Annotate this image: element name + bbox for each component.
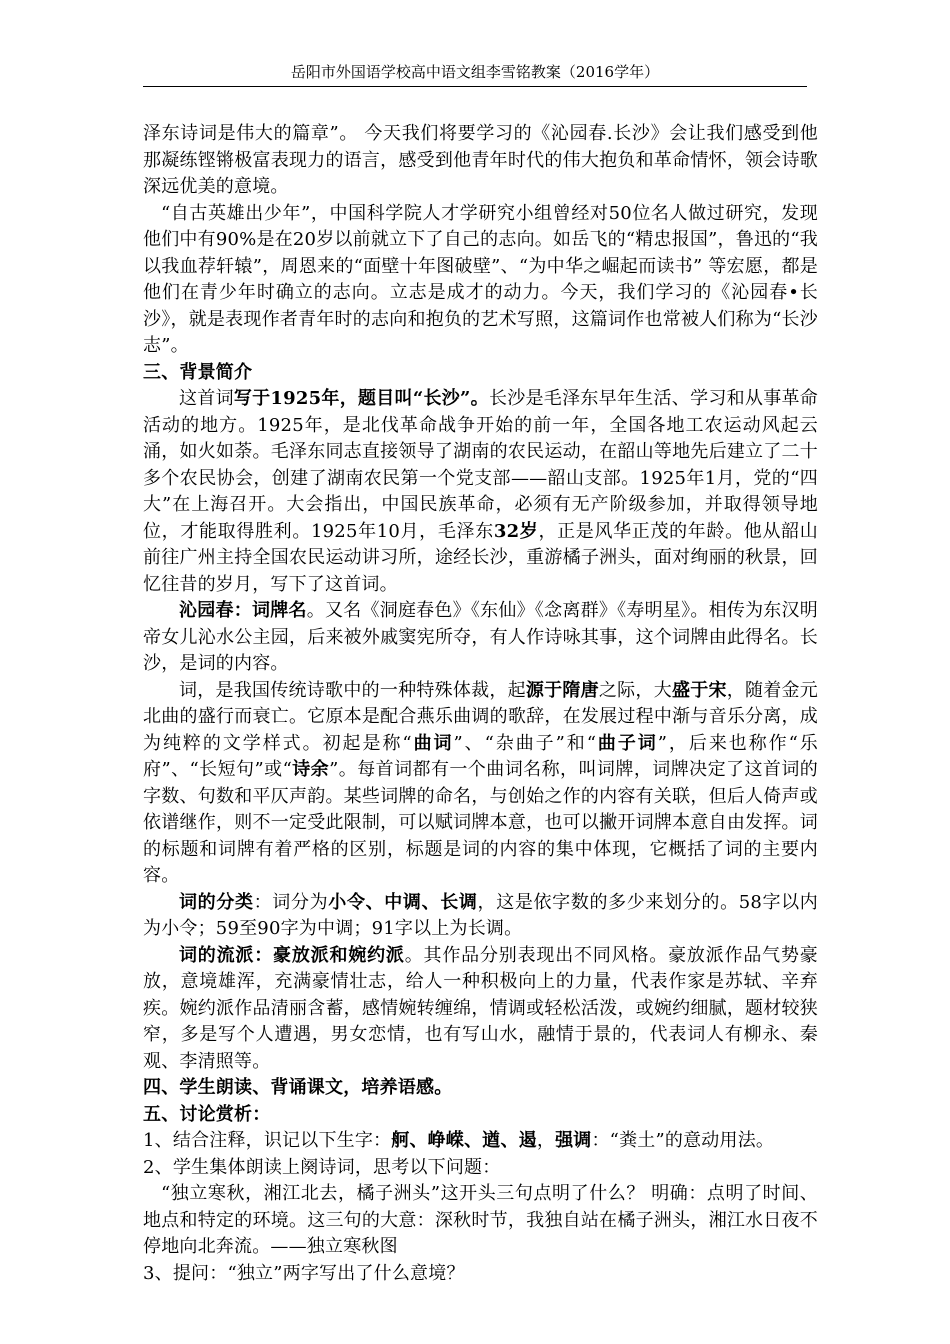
bold-run: 盛于宋 [671,679,727,701]
bold-run: 写于1925年，题目叫“长沙”。 [233,388,489,409]
text-run: 。其作品分别表现出不同风格。豪放派作品气势豪放，意境雄浑，充满豪情壮志，给人一种积极向上的力量，代表作家是苏轼、辛弃疾。婉约派作品清丽含蓄，感情婉转缠绵，情调或轻松活泼，或婉约细腻，题材较狭窄，多是写个人遭遇，男女恋情，也有写山水，融情于景的，代表词人有柳永、秦观、李清照等。 [143,944,818,1072]
bold-run: 词的分类 [179,891,254,913]
text-run: ，随着金元北曲的盛行而衰亡。它原本是配合燕乐曲调的歌辞，在发展过程中渐与音乐分离，成为纯粹的文学样式。初起是称“ [143,679,818,754]
text-run: ”、“杂曲子”和“ [453,732,597,754]
bold-run: 源于隋唐 [525,679,599,701]
section-heading-background [143,360,818,387]
text-run: ”，后来也称作“乐府”、“长短句”或“ [143,732,818,780]
bold-run: 诗余 [291,759,330,780]
page-header: 岳阳市外国语学校高中语文组李雪铭教案（2016学年） [290,63,660,81]
header-rule [143,86,807,87]
document-body [143,121,818,1287]
bold-run: 32岁 [493,520,539,542]
paragraph-ci-types [143,890,818,943]
heading-text: 四、学生朗读、背诵课文，培养语感。 [143,1077,453,1098]
paragraph-ci-schools [143,943,818,1076]
paragraph-item-2: 2、学生集体朗读上阕诗词，思考以下问题： [143,1156,501,1178]
paragraph-ambition: “自古英雄出少年”，中国科学院人才学研究小组曾经对50位名人做过研究，发现他们中有90%是在20岁以前就立下了自己的志向。如岳飞的“精忠报国”，鲁迅的“我以我血荐轩辕”，周恩来的“面壁十年图破壁”、“为中华之崛起而读书” 等宏愿，都是他们在青少年时确立的志向。立志是成才的动力。今天，我们学习的《沁园春•长沙》，就是表现作者青年时的志向和抱负的艺术写照，这篇词作也常被人们称为“长沙志”。 [143,202,818,356]
paragraph-cipai [143,598,818,678]
paragraph-background [143,386,818,598]
paragraph-intro-end: 泽东诗词是伟大的篇章”。 今天我们将要学习的《沁园春.长沙》会让我们感受到他那凝练铿锵极富表现力的语言，感受到他青年时代的伟大抱负和革命情怀，领会诗歌深远优美的意境。 [143,123,818,197]
bold-run: 词的流派：豪放派和婉约派 [179,944,405,966]
bold-run: 小令、中调、长调 [328,891,478,913]
text-run: ，正是风华正茂的年龄。他从韶山前往广州主持全国农民运动讲习所，途经长沙，重游橘子洲头，面对绚丽的秋景，回忆往昔的岁月，写下了这首词。 [143,520,818,595]
text-run: 。又名《洞庭春色》《东仙》《念离群》《寿明星》。相传为东汉明帝女儿沁水公主园，后来被外戚窦宪所夺，有人作诗咏其事，这个词牌由此得名。长沙，是词的内容。 [143,600,818,674]
paragraph-item-1 [143,1128,818,1155]
text-run: 词，是我国传统诗歌中的一种特殊体裁，起 [179,679,526,701]
paragraph-ci-intro [143,678,818,890]
text-run: ：词分为 [253,891,329,913]
text-run: ”。每首词都有一个曲词名称，叫词牌，词牌决定了这首词的字数、句数和平仄声韵。某些词牌的命名，与创始之作的内容有关联，但后人倚声或依谱继作，则不一定受此限制，可以赋词牌本意，也可以撇开词牌本意自由发挥。词的标题和词牌有着严格的区别，标题是词的内容的集中体现，它概括了词的主要内容。 [143,759,818,886]
heading-text: 三、背景简介 [143,361,253,383]
text-run: 长沙是毛泽东早年生活、学习和从事革命活动的地方。1925年，是北伐革命战争开始的前一年，全国各地工农运动风起云涌，如火如荼。毛泽东同志直接领导了湖南的农民运动，在韶山等地先后建立了二十多个农民协会，创建了湖南农民第一个党支部——韶山支部。1925年1月，党的“四大”在上海召开。大会指出，中国民族革命，必须有无产阶级参加，并取得领导地位，才能取得胜利。1925年10月，毛泽东 [143,388,818,542]
text-run: ，这是依字数的多少来划分的。58字以内为小令；59至90字为中调；91字以上为长调。 [143,891,819,939]
text-run: ， [536,1130,556,1151]
text-run: 之际，大 [598,679,672,701]
section-heading-discussion [143,1102,818,1129]
section-heading-reading [143,1075,818,1102]
bold-run: 沁园春：词牌名 [179,600,307,621]
text-run: 1、结合注释，识记以下生字： [143,1130,392,1151]
bold-run: 舸、峥嵘、遒、遏 [391,1130,537,1151]
bold-run: 强调 [555,1130,592,1151]
paragraph-item-3: 3、提问：“独立”两字写出了什么意境？ [143,1262,465,1284]
text-run: ：“粪土”的意动用法。 [591,1130,775,1151]
paragraph-question-1: “独立寒秋，湘江北去，橘子洲头”这开头三句点明了什么？ 明确：点明了时间、地点和特定的环境。这三句的大意：深秋时节，我独自站在橘子洲头，湘江水日夜不停地向北奔流。——独立寒秋图 [143,1183,818,1257]
text-run: 这首词 [179,388,234,409]
heading-text: 五、讨论赏析： [143,1103,271,1125]
bold-run: 曲子词 [596,732,658,754]
bold-run: 曲词 [411,732,454,754]
